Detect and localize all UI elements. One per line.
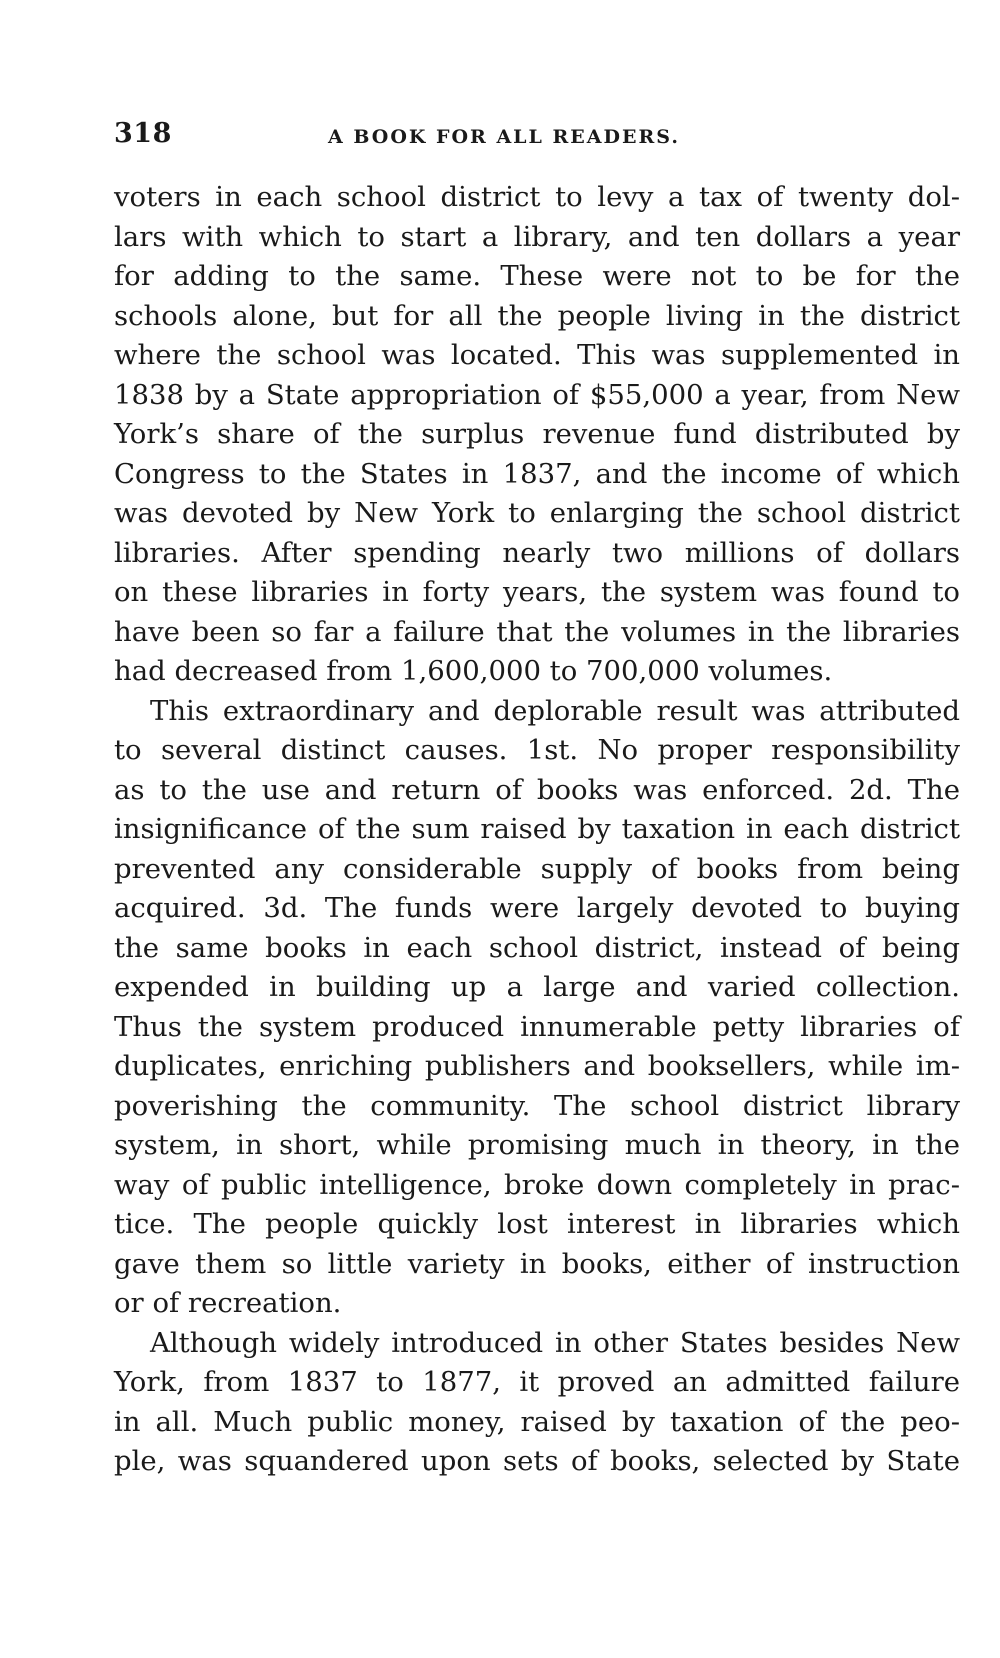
text-line: poverishing the community. The school district library [114,1089,960,1122]
text-line: duplicates, enriching publishers and booksellers, while im- [114,1050,960,1082]
text-line: expended in building up a large and varied collection. [114,971,960,1003]
text-line: insignificance of the sum raised by taxation in each district [114,813,960,845]
body-text [114,178,960,1482]
text-line: acquired. 3d. The funds were largely devoted to buying [114,892,960,924]
text-line: system, in short, while promising much in theory, in the [114,1129,960,1161]
text-line: had decreased from 1,600,000 to 700,000 volumes. [114,655,833,687]
text-line: lars with which to start a library, and ten dollars a year [114,220,960,253]
text-line: or of recreation. [114,1287,342,1319]
running-head: A BOOK FOR ALL READERS. [328,126,680,148]
text-line: gave them so little variety in books, either of instruction [114,1247,960,1280]
text-line: to several distinct causes. 1st. No proper responsibility [114,734,960,766]
text-line: the same books in each school district, instead of being [114,931,960,964]
text-line: Congress to the States in 1837, and the income of which [114,457,960,490]
text-line: where the school was located. This was supplemented in [114,339,960,371]
text-line: schools alone, but for all the people living in the district [114,299,960,332]
text-line: way of public intelligence, broke down completely in prac- [114,1168,960,1201]
text-line: Although widely introduced in other States besides New [150,1326,960,1359]
text-line: ple, was squandered upon sets of books, selected by State [114,1445,960,1477]
text-line: This extraordinary and deplorable result was attributed [150,694,960,727]
text-line: was devoted by New York to enlarging the school district [114,497,960,529]
text-line: tice. The people quickly lost interest in libraries which [114,1208,960,1240]
text-line: in all. Much public money, raised by taxation of the peo- [114,1405,960,1438]
text-line: as to the use and return of books was enforced. 2d. The [114,773,960,806]
text-line: prevented any considerable supply of books from being [114,852,960,885]
text-line: York, from 1837 to 1877, it proved an admitted failure [114,1366,960,1398]
text-line: for adding to the same. These were not to be for the [114,260,960,292]
text-line: libraries. After spending nearly two millions of dollars [114,536,960,569]
text-line: 1838 by a State appropriation of $55,000 a year, from New [114,378,960,411]
page-number: 318 [114,118,172,149]
text-line: voters in each school district to levy a tax of twenty dol- [114,181,960,213]
text-line: Thus the system produced innumerable petty libraries of [114,1010,960,1043]
text-line: have been so far a failure that the volumes in the libraries [114,615,960,648]
text-line: on these libraries in forty years, the system was found to [114,576,960,608]
text-line: York’s share of the surplus revenue fund distributed by [114,418,960,450]
page-header [114,118,960,158]
